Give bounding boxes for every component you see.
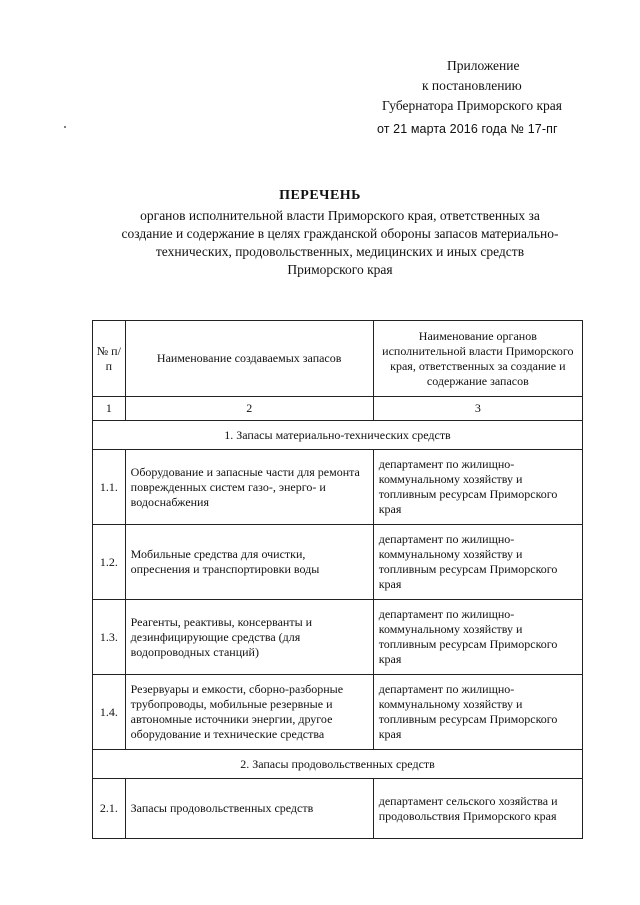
row-name: Реагенты, реактивы, консерванты и дезинфицирующие средства (для водопроводных станций) [125, 600, 373, 675]
row-org: департамент по жилищно-коммунальному хозяйству и топливным ресурсам Приморского края [373, 525, 582, 600]
subtitle-line: Приморского края [287, 262, 393, 277]
row-name: Запасы продовольственных средств [125, 779, 373, 839]
table-row [93, 675, 583, 750]
row-num: 1.2. [93, 525, 126, 600]
row-num: 2.1. [93, 779, 126, 839]
section-row [93, 421, 583, 450]
subtitle-line: органов исполнительной власти Приморского края, ответственных за [140, 208, 540, 223]
appendix-date-stamp: от 21 марта 2016 года № 17-пг [377, 122, 558, 136]
row-name: Оборудование и запасные части для ремонта поврежденных систем газо-, энерго- и водоснабжения [125, 450, 373, 525]
row-name: Мобильные средства для очистки, опреснения и транспортировки воды [125, 525, 373, 600]
row-num: 1.3. [93, 600, 126, 675]
table-row [93, 600, 583, 675]
row-org: департамент по жилищно-коммунальному хозяйству и топливным ресурсам Приморского края [373, 600, 582, 675]
appendix-line-1: Приложение [447, 58, 520, 73]
row-num: 1.1. [93, 450, 126, 525]
header-org: Наименование органов исполнительной власти Приморского края, ответственных за создание и содержание запасов [373, 321, 582, 397]
row-org: департамент сельского хозяйства и продовольствия Приморского края [373, 779, 582, 839]
section-1-title: 1. Запасы материально-технических средств [93, 421, 583, 450]
reserves-table [92, 320, 583, 839]
document-title: ПЕРЕЧЕНЬ [279, 188, 361, 203]
column-number-row [93, 397, 583, 421]
colnum-2: 2 [125, 397, 373, 421]
row-org: департамент по жилищно-коммунальному хозяйству и топливным ресурсам Приморского края [373, 450, 582, 525]
section-2-title: 2. Запасы продовольственных средств [93, 750, 583, 779]
scan-speck [64, 126, 66, 128]
appendix-block [377, 56, 600, 139]
appendix-line-3: Губернатора Приморского края [382, 98, 562, 113]
subtitle-line: создание и содержание в целях гражданской обороны запасов материально- [121, 226, 559, 241]
header-num: № п/п [93, 321, 126, 397]
header-name: Наименование создаваемых запасов [125, 321, 373, 397]
document-subtitle [80, 207, 600, 279]
table-row [93, 525, 583, 600]
table-row [93, 450, 583, 525]
header-row [93, 321, 583, 397]
table-row [93, 779, 583, 839]
row-name: Резервуары и емкости, сборно-разборные трубопроводы, мобильные резервные и автономные источники энергии, другое оборудование и технические средства [125, 675, 373, 750]
row-num: 1.4. [93, 675, 126, 750]
appendix-line-2: к постановлению [422, 78, 522, 93]
subtitle-line: технических, продовольственных, медицинских и иных средств [155, 244, 525, 259]
row-org: департамент по жилищно-коммунальному хозяйству и топливным ресурсам Приморского края [373, 675, 582, 750]
colnum-3: 3 [373, 397, 582, 421]
section-row [93, 750, 583, 779]
colnum-1: 1 [93, 397, 126, 421]
